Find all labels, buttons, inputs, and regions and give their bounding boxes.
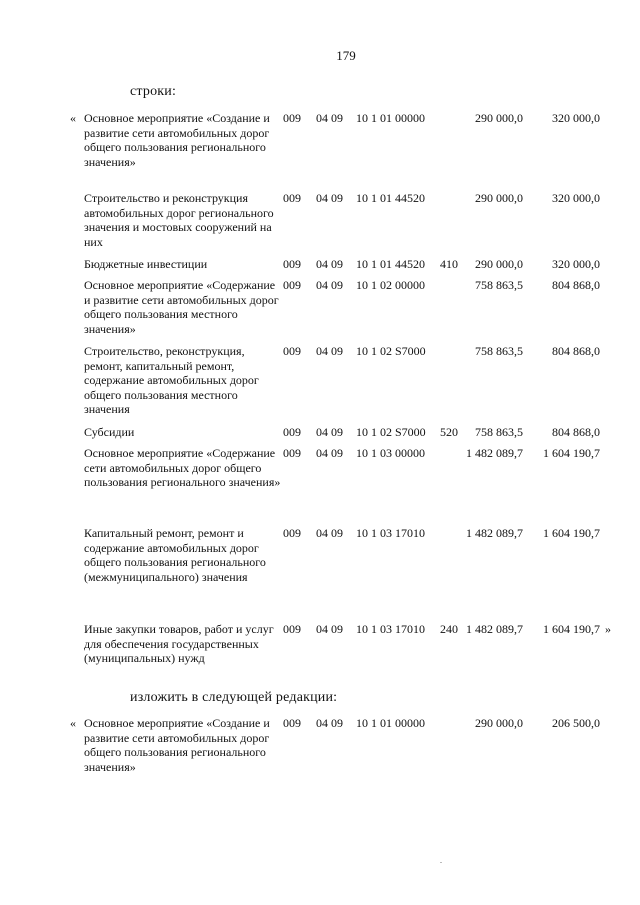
row-sum1: 758 863,5 bbox=[475, 425, 523, 439]
row-rz: 04 bbox=[316, 257, 328, 271]
row-sum2: 320 000,0 bbox=[552, 111, 600, 125]
row-csr: 10 1 01 44520 bbox=[356, 191, 425, 205]
row-csr: 10 1 02 S7000 bbox=[356, 425, 426, 439]
row-csr: 10 1 03 17010 bbox=[356, 526, 425, 540]
quote-open: « bbox=[70, 111, 76, 125]
row-rz: 04 bbox=[316, 716, 328, 730]
row-rz: 04 bbox=[316, 278, 328, 292]
row-rz: 04 bbox=[316, 111, 328, 125]
row-sum1: 290 000,0 bbox=[475, 111, 523, 125]
row-sum2: 804 868,0 bbox=[552, 425, 600, 439]
row-sum1: 758 863,5 bbox=[475, 344, 523, 358]
row-name: Бюджетные инвестиции bbox=[84, 257, 208, 271]
row-csr: 10 1 01 00000 bbox=[356, 111, 425, 125]
row-vr: 410 bbox=[440, 257, 458, 271]
row-sum1: 290 000,0 bbox=[475, 257, 523, 271]
row-rz: 04 bbox=[316, 425, 328, 439]
row-vr: 520 bbox=[440, 425, 458, 439]
row-pr: 09 bbox=[331, 191, 343, 205]
row-name: Строительство, реконструкция, ремонт, капитальный ремонт, содержание автомобильных дорог общего пользования местного значения bbox=[84, 344, 259, 417]
row-name: Строительство и реконструкция автомобильных дорог регионального значения и мостовых сооружений на них bbox=[84, 191, 274, 249]
row-name: Субсидии bbox=[84, 425, 135, 439]
row-sum2: 1 604 190,7 bbox=[543, 526, 600, 540]
row-rz: 04 bbox=[316, 526, 328, 540]
row-ved: 009 bbox=[283, 191, 301, 205]
row-rz: 04 bbox=[316, 622, 328, 636]
row-csr: 10 1 03 00000 bbox=[356, 446, 425, 460]
row-sum1: 1 482 089,7 bbox=[466, 622, 523, 636]
row-ved: 009 bbox=[283, 526, 301, 540]
row-rz: 04 bbox=[316, 446, 328, 460]
row-pr: 09 bbox=[331, 526, 343, 540]
row-csr: 10 1 02 00000 bbox=[356, 278, 425, 292]
row-csr: 10 1 02 S7000 bbox=[356, 344, 426, 358]
row-sum1: 1 482 089,7 bbox=[466, 446, 523, 460]
row-csr: 10 1 03 17010 bbox=[356, 622, 425, 636]
row-ved: 009 bbox=[283, 257, 301, 271]
row-vr: 240 bbox=[440, 622, 458, 636]
row-sum1: 758 863,5 bbox=[475, 278, 523, 292]
quote-close: » bbox=[605, 622, 611, 636]
row-name: Капитальный ремонт, ремонт и содержание автомобильных дорог общего пользования регионального (межмуниципального) значения bbox=[84, 526, 266, 584]
row-pr: 09 bbox=[331, 622, 343, 636]
row-sum2: 804 868,0 bbox=[552, 278, 600, 292]
row-pr: 09 bbox=[331, 111, 343, 125]
row-csr: 10 1 01 44520 bbox=[356, 257, 425, 271]
row-csr: 10 1 01 00000 bbox=[356, 716, 425, 730]
row-sum2: 1 604 190,7 bbox=[543, 622, 600, 636]
row-pr: 09 bbox=[331, 257, 343, 271]
row-pr: 09 bbox=[331, 446, 343, 460]
row-name: Основное мероприятие «Создание и развитие сети автомобильных дорог общего пользования регионального значения» bbox=[84, 111, 270, 169]
row-ved: 009 bbox=[283, 446, 301, 460]
row-pr: 09 bbox=[331, 425, 343, 439]
row-sum1: 290 000,0 bbox=[475, 716, 523, 730]
row-pr: 09 bbox=[331, 344, 343, 358]
scan-speck bbox=[440, 862, 442, 863]
row-ved: 009 bbox=[283, 622, 301, 636]
row-name: Основное мероприятие «Создание и развитие сети автомобильных дорог общего пользования регионального значения» bbox=[84, 716, 270, 774]
heading-after: изложить в следующей редакции: bbox=[130, 690, 338, 705]
row-rz: 04 bbox=[316, 191, 328, 205]
row-pr: 09 bbox=[331, 278, 343, 292]
row-pr: 09 bbox=[331, 716, 343, 730]
row-name: Основное мероприятие «Содержание и развитие сети автомобильных дорог общего пользования местного значения» bbox=[84, 278, 279, 336]
row-sum2: 320 000,0 bbox=[552, 191, 600, 205]
heading-before: строки: bbox=[130, 84, 177, 99]
row-name: Основное мероприятие «Содержание сети автомобильных дорог общего пользования регионального значения» bbox=[84, 446, 281, 490]
row-ved: 009 bbox=[283, 278, 301, 292]
row-sum2: 320 000,0 bbox=[552, 257, 600, 271]
quote-open: « bbox=[70, 716, 76, 730]
row-ved: 009 bbox=[283, 111, 301, 125]
page-number: 179 bbox=[336, 48, 356, 63]
row-sum2: 206 500,0 bbox=[552, 716, 600, 730]
row-sum1: 290 000,0 bbox=[475, 191, 523, 205]
row-sum2: 804 868,0 bbox=[552, 344, 600, 358]
row-ved: 009 bbox=[283, 425, 301, 439]
row-ved: 009 bbox=[283, 716, 301, 730]
row-ved: 009 bbox=[283, 344, 301, 358]
row-rz: 04 bbox=[316, 344, 328, 358]
row-sum1: 1 482 089,7 bbox=[466, 526, 523, 540]
row-name: Иные закупки товаров, работ и услуг для обеспечения государственных (муниципальных) нужд bbox=[84, 622, 274, 666]
row-sum2: 1 604 190,7 bbox=[543, 446, 600, 460]
